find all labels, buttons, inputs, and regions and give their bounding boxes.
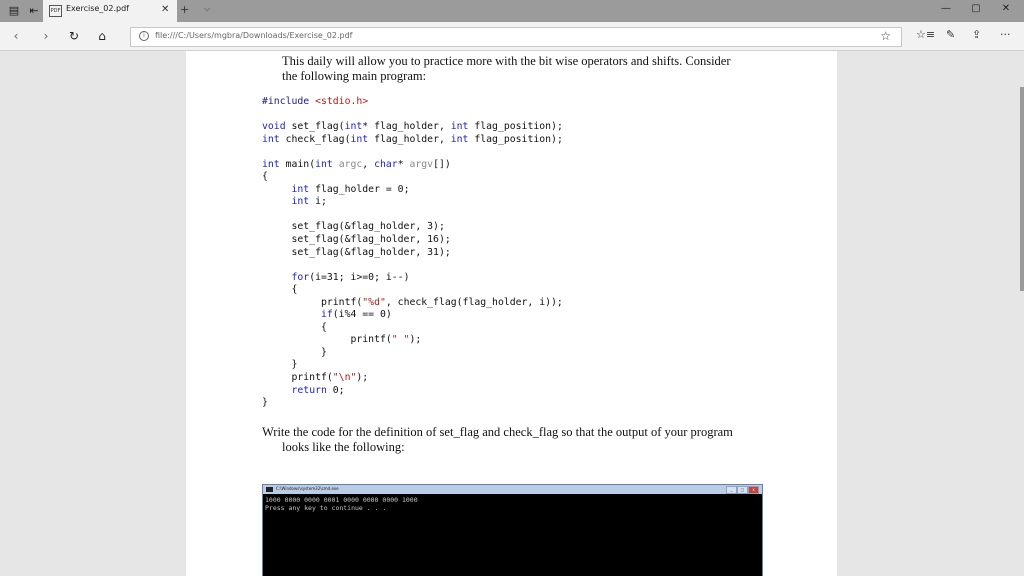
console-output-image — [262, 484, 763, 576]
console-maximize-icon: □ — [737, 486, 748, 494]
code-line — [262, 221, 563, 234]
code-token: return — [291, 384, 327, 396]
pdf-page — [186, 51, 837, 576]
console-title: C:\Windows\system32\cmd.exe — [276, 486, 339, 491]
code-token: set_flag(&flag_holder, 16); — [262, 234, 451, 246]
home-button[interactable]: ⌂ — [98, 29, 106, 43]
code-token: { — [262, 321, 327, 333]
code-token: , check_flag(flag_holder, i)); — [385, 296, 563, 308]
code-token: printf( — [262, 296, 363, 308]
tab-title: Exercise_02.pdf — [66, 4, 129, 13]
back-button[interactable]: ‹ — [13, 29, 19, 43]
code-token — [262, 272, 292, 283]
pdf-file-icon: PDF — [49, 5, 62, 17]
code-token: int — [315, 158, 333, 170]
code-line — [262, 272, 563, 285]
code-token: []) — [433, 158, 451, 170]
console-output-line-2: Press any key to continue . . . — [265, 504, 387, 512]
tab-exercise-pdf[interactable] — [43, 0, 177, 22]
tab-preview-icon[interactable]: ▤ — [8, 4, 20, 17]
code-token: (i=31; i>=0; i--) — [309, 271, 410, 283]
code-token: check_flag( — [279, 133, 351, 145]
intro-line-2: the following main program: — [282, 69, 427, 83]
code-token: if — [320, 309, 333, 321]
pen-icon[interactable]: ✎ — [946, 28, 956, 41]
code-token — [262, 196, 292, 207]
code-token: argc — [338, 158, 363, 170]
code-token: * flag_holder, — [362, 121, 451, 133]
code-line — [262, 234, 563, 247]
forward-button[interactable]: › — [43, 29, 49, 43]
favorite-star-icon[interactable]: ☆ — [880, 29, 891, 43]
code-token: <stdio.h> — [315, 96, 369, 107]
code-token: (i%4 == 0) — [332, 309, 392, 321]
favorites-list-icon[interactable]: ☆≡ — [916, 28, 936, 41]
code-token: int — [450, 121, 469, 133]
code-line — [262, 134, 563, 147]
code-token: int — [291, 183, 310, 195]
code-line — [262, 121, 563, 134]
code-line — [262, 322, 563, 335]
code-line — [262, 159, 563, 172]
address-input[interactable] — [155, 31, 755, 40]
code-listing — [262, 96, 563, 410]
more-options-icon[interactable]: ··· — [1000, 28, 1011, 41]
code-token: argv — [409, 158, 434, 170]
code-line — [262, 247, 563, 260]
code-token: set_flag(&flag_holder, 31); — [262, 246, 451, 258]
code-token: { — [262, 171, 268, 183]
code-line — [262, 372, 563, 385]
code-token: int — [350, 133, 369, 145]
code-token: int — [450, 133, 469, 145]
code-line — [262, 359, 563, 372]
code-token: #include — [262, 96, 316, 107]
navigation-toolbar — [0, 22, 1024, 51]
minimize-button[interactable]: — — [941, 3, 951, 14]
code-token: } — [262, 346, 327, 358]
code-token: { — [262, 284, 298, 296]
code-token — [262, 385, 292, 396]
code-line — [262, 309, 563, 322]
code-line — [262, 259, 563, 272]
code-token: flag_position); — [468, 133, 563, 145]
code-line — [262, 109, 563, 122]
code-token: } — [262, 359, 298, 371]
console-title-bar — [263, 485, 762, 494]
console-output-line-1: 1000 0000 0000 0001 0000 0000 0000 1000 — [265, 496, 418, 504]
tabs-dropdown-icon[interactable]: ⌵ — [204, 4, 211, 13]
code-token: int — [291, 196, 310, 208]
code-token: printf( — [262, 334, 392, 346]
code-token — [262, 184, 292, 195]
set-aside-tabs-icon[interactable]: ⇤ — [29, 4, 39, 17]
code-token: int — [344, 121, 363, 133]
outro-line-2: looks like the following: — [282, 440, 405, 454]
code-token: int — [262, 133, 280, 145]
code-token: ); — [356, 372, 369, 384]
pdf-viewer[interactable] — [0, 51, 1024, 576]
address-bar[interactable] — [130, 27, 902, 47]
code-line — [262, 297, 563, 310]
code-line — [262, 334, 563, 347]
restore-button[interactable]: ▢ — [971, 3, 981, 14]
tab-close-icon[interactable]: ✕ — [161, 4, 170, 15]
code-token: , — [362, 158, 375, 170]
code-line — [262, 209, 563, 222]
code-token: * — [397, 158, 410, 170]
code-token: i; — [309, 196, 327, 208]
title-bar — [0, 0, 1024, 22]
code-token: set_flag( — [285, 121, 345, 133]
code-token: ); — [409, 334, 422, 346]
console-minimize-icon: _ — [726, 486, 737, 494]
code-token: "%d" — [362, 296, 386, 308]
code-line — [262, 184, 563, 197]
refresh-button[interactable]: ↻ — [68, 29, 80, 43]
close-window-button[interactable]: ✕ — [1001, 3, 1011, 14]
code-token: for — [291, 271, 310, 283]
code-line — [262, 397, 563, 410]
code-line — [262, 196, 563, 209]
vertical-scrollbar[interactable] — [1020, 87, 1024, 291]
code-token: } — [262, 397, 268, 409]
outro-line-1: Write the code for the definition of set_flag and check_flag so that the output of your program — [262, 425, 733, 439]
console-close-icon: x — [748, 486, 759, 494]
code-token: int — [262, 158, 280, 170]
code-token: printf( — [262, 372, 333, 384]
code-token: "\n" — [332, 372, 357, 384]
code-token: flag_position); — [468, 121, 563, 133]
code-token: void — [262, 121, 286, 133]
code-line — [262, 146, 563, 159]
share-icon[interactable]: ⇪ — [972, 28, 982, 41]
code-line — [262, 347, 563, 360]
code-token: main( — [279, 158, 316, 170]
intro-line-1: This daily will allow you to practice more with the bit wise operators and shifts. Consider — [282, 54, 731, 68]
code-token — [262, 309, 321, 320]
cmd-icon — [266, 487, 273, 492]
code-line — [262, 284, 563, 297]
code-line — [262, 96, 563, 109]
new-tab-button[interactable]: + — [180, 3, 190, 16]
code-token: flag_holder, — [368, 133, 451, 145]
info-icon[interactable]: i — [139, 31, 149, 41]
code-token: flag_holder = 0; — [309, 183, 410, 195]
code-token: char — [374, 158, 398, 170]
code-token: set_flag(&flag_holder, 3); — [262, 221, 445, 233]
code-line — [262, 171, 563, 184]
code-token: 0; — [326, 384, 345, 396]
code-token: " " — [391, 334, 410, 346]
code-line — [262, 385, 563, 398]
